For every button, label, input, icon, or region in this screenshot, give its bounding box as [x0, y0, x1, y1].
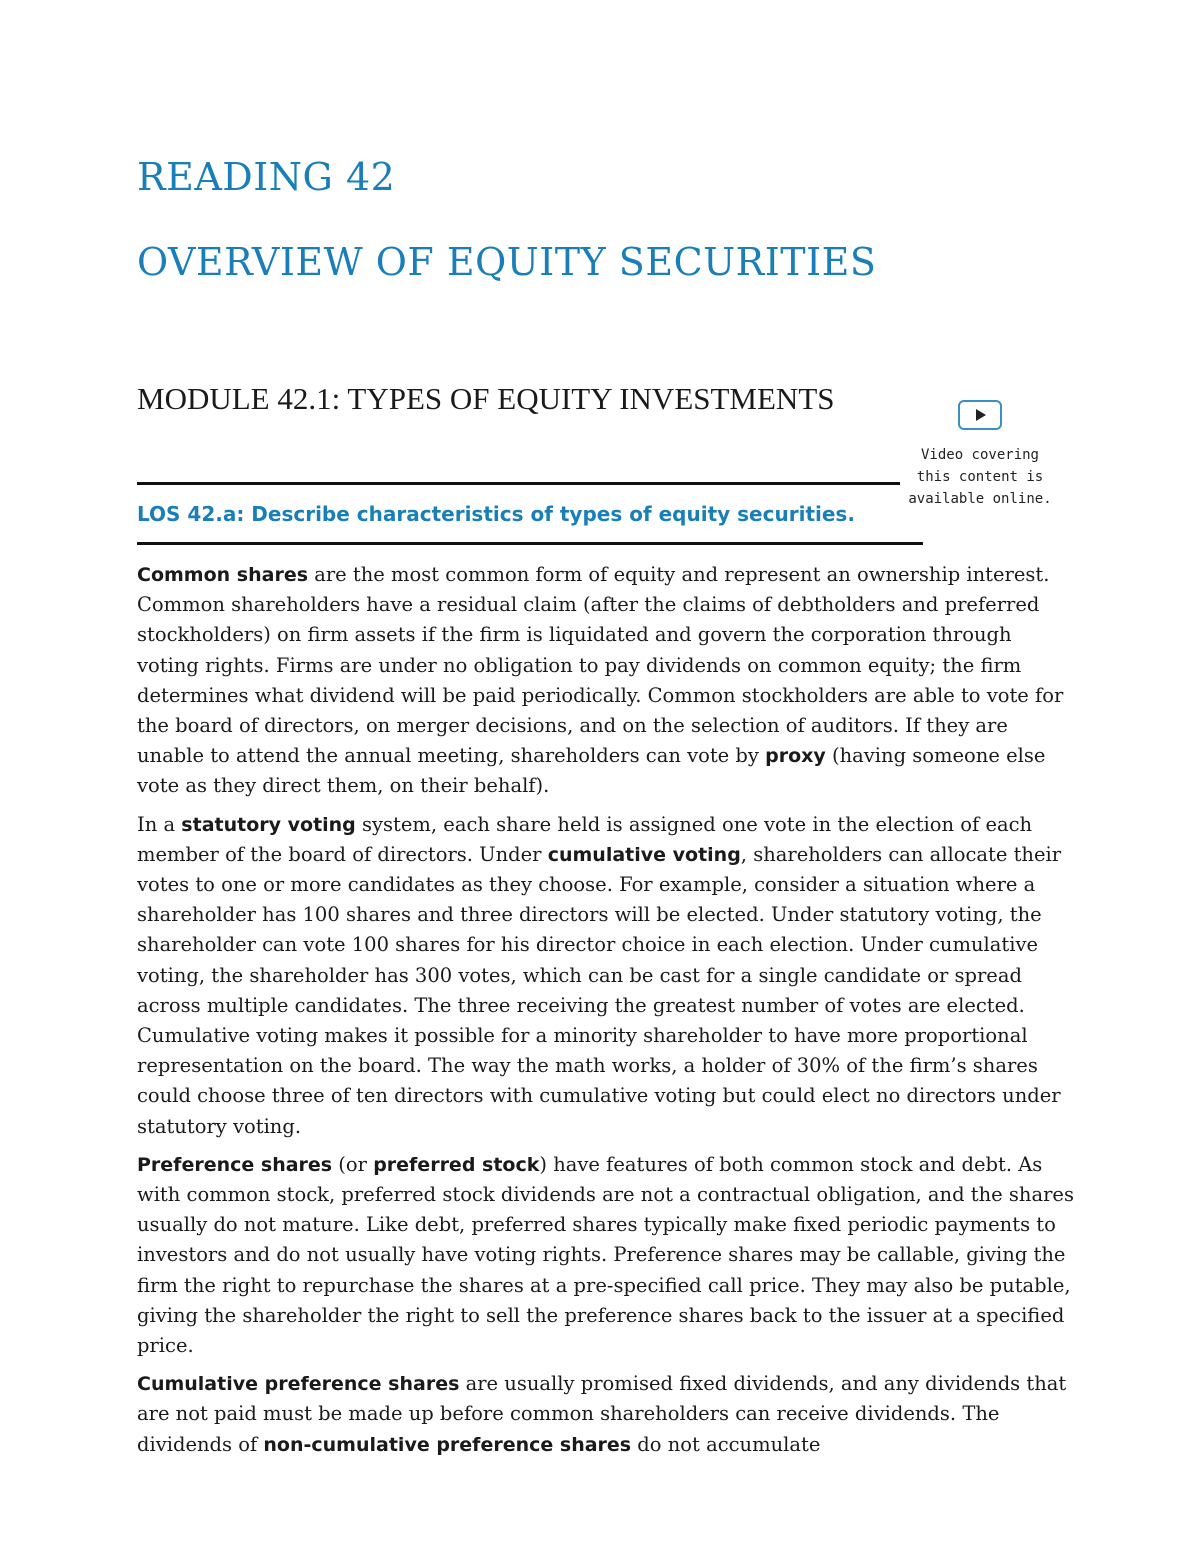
- los-divider: [137, 542, 923, 545]
- reading-number-heading: READING 42: [137, 155, 396, 199]
- body-text: [137, 560, 1077, 1468]
- paragraph-text: are the most common form of equity and represent an ownership interest. Common shareholders have a residual claim (after the claims of debtholders and preferred stockholders) on firm assets if the firm is liquidated and govern the corporation through voting rights. Firms are under no obligation to pay dividends on common equity; the firm determines what dividend will be paid periodically. Common stockholders are able to vote for the board of directors, on merger decisions, and on the selection of auditors. If they are unable to attend the annual meeting, shareholders can vote by: [137, 563, 1064, 768]
- term-cumulative-preference-shares: Cumulative preference shares: [137, 1373, 460, 1396]
- paragraph-preference-shares: [137, 1150, 1077, 1361]
- video-callout: [900, 400, 1060, 510]
- term-non-cumulative-preference-shares: non-cumulative preference shares: [263, 1433, 632, 1456]
- paragraph-cumulative-preference: [137, 1369, 1077, 1460]
- term-proxy: proxy: [765, 745, 826, 768]
- paragraph-text: do not accumulate: [631, 1432, 821, 1456]
- play-icon[interactable]: [958, 400, 1002, 430]
- video-note: Video covering this content is available online.: [908, 447, 1052, 507]
- paragraph-text: ) have features of both common stock and debt. As with common stock, preferred stock dividends are not a contractual obligation, and the shares usually do not mature. Like debt, preferred shares typically make fixed periodic payments to investors and do not usually have voting rights. Preference shares may be callable, giving the firm the right to repurchase the shares at a pre-specified call price. They may also be putable, giving the shareholder the right to sell the preference shares back to the issuer at a specified price.: [137, 1152, 1074, 1358]
- module-heading: MODULE 42.1: TYPES OF EQUITY INVESTMENTS: [137, 381, 835, 416]
- paragraph-text: In a: [137, 812, 182, 836]
- term-cumulative-voting: cumulative voting: [547, 843, 741, 866]
- term-common-shares: Common shares: [137, 564, 309, 586]
- term-preferred-stock: preferred stock: [373, 1153, 540, 1176]
- paragraph-voting: [137, 810, 1077, 1142]
- paragraph-text: (or: [332, 1152, 374, 1176]
- reading-title-heading: OVERVIEW OF EQUITY SECURITIES: [137, 240, 877, 284]
- paragraph-text: (having someone else vote as they direct them, on their behalf).: [137, 744, 1046, 798]
- paragraph-text: system, each share held is assigned one vote in the election of each member of the board of directors. Under: [137, 812, 1033, 866]
- paragraph-common-shares: [137, 560, 1077, 802]
- term-preference-shares: Preference shares: [137, 1153, 333, 1176]
- paragraph-text: , shareholders can allocate their votes to one or more candidates as they choose. For example, consider a situation where a shareholder has 100 shares and three directors will be elected. Under statutory voting, the shareholder can vote 100 shares for his director choice in each election. Under cumulative voting, the shareholder has 300 votes, which can be cast for a single candidate or spread across multiple candidates. The three receiving the greatest number of votes are elected. Cumulative voting makes it possible for a minority shareholder to have more proportional representation on the board. The way the math works, a holder of 30% of the firm’s shares could choose three of ten directors with cumulative voting but could elect no directors under statutory voting.: [137, 842, 1062, 1138]
- module-divider: [137, 482, 900, 485]
- learning-outcome-statement: LOS 42.a: Describe characteristics of types of equity securities.: [137, 502, 855, 526]
- term-statutory-voting: statutory voting: [181, 813, 356, 836]
- paragraph-text: are usually promised fixed dividends, and any dividends that are not paid must be made up before common shareholders can receive dividends. The dividends of: [137, 1372, 1067, 1456]
